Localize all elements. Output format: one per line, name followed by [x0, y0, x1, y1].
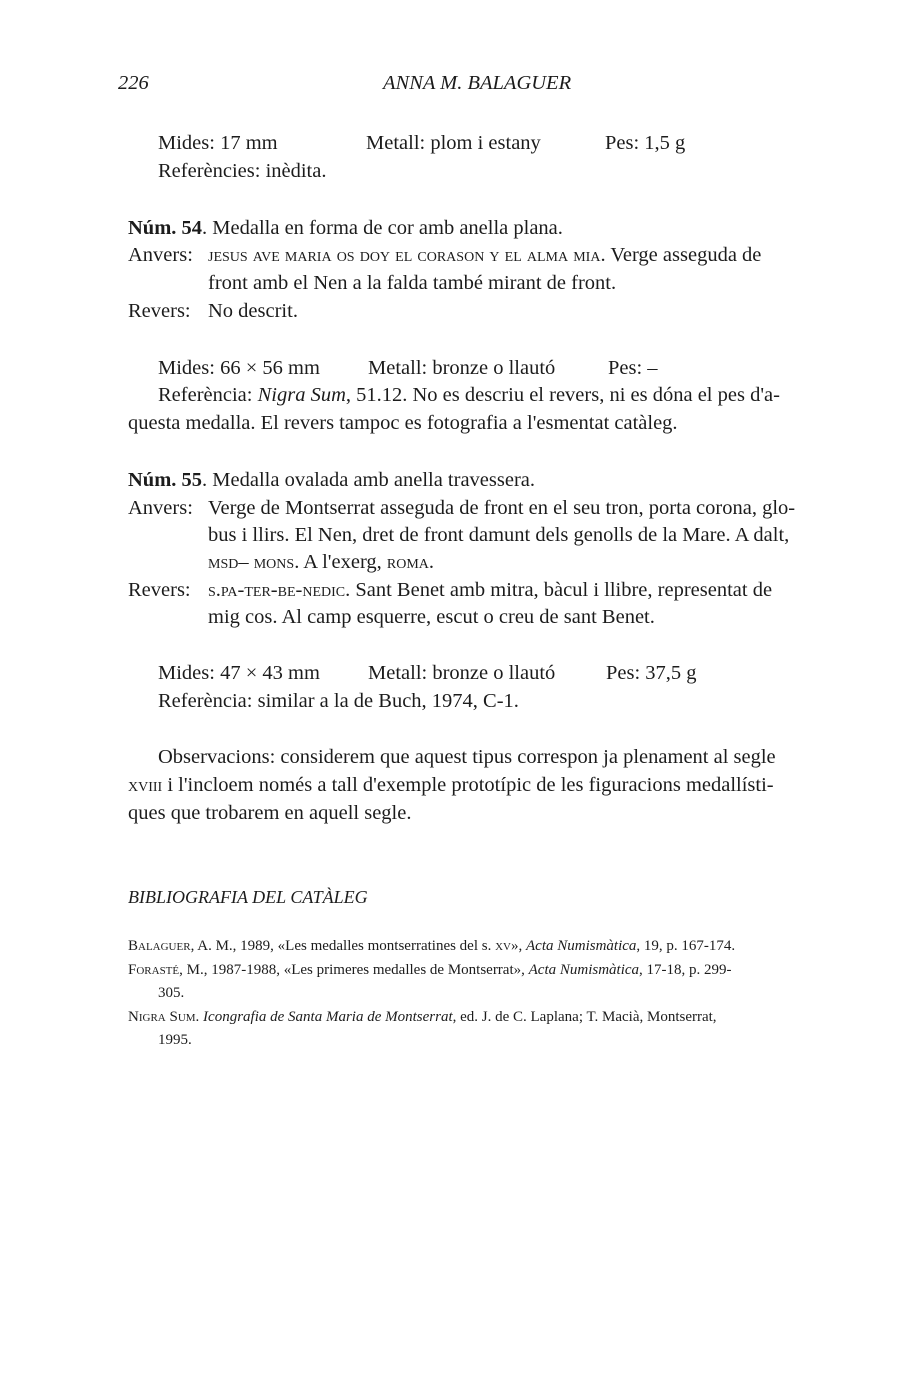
entry-54-number: Núm. 54 — [128, 217, 203, 239]
entry-55-title: Núm. 55. Medalla ovalada amb anella travessera. — [128, 469, 536, 491]
entry-55-specs — [158, 660, 898, 686]
bib-title: Icongrafia de Santa Maria de Montserrat — [203, 1009, 453, 1025]
entry-54-inscription: jesus ave maria os doy el corason y el alma mia — [208, 244, 601, 266]
observacions-line-3: ques que trobarem en aquell segle. — [128, 802, 412, 824]
entry-55-inscription-exergue: roma — [386, 551, 429, 573]
entry-55-anvers-label: Anvers: — [128, 497, 193, 519]
entry-55-number: Núm. 55 — [128, 469, 203, 491]
century-numeral: xviii — [128, 774, 163, 796]
entry-54-anvers-line-1: jesus ave maria os doy el corason y el alma mia. Verge asseguda de — [208, 244, 762, 266]
entry-55-referencia: Referència: similar a la de Buch, 1974, C-1. — [158, 690, 519, 712]
top-metall: Metall: plom i estany — [366, 132, 541, 154]
entry-55-metall: Metall: bronze o llautó — [368, 662, 556, 684]
bib-journal: Acta Numismàtica — [526, 938, 637, 954]
bib-entry-nigra-sum-cont: 1995. — [158, 1032, 192, 1048]
bib-entry-nigra-sum: Nigra Sum. Icongrafia de Santa Maria de Montserrat, ed. J. de C. Laplana; T. Macià, Montserrat, — [128, 1009, 717, 1025]
entry-54-revers-text: No descrit. — [208, 300, 298, 322]
entry-54-revers-label: Revers: — [128, 300, 191, 322]
bib-entry-foraste: Forasté, M., 1987-1988, «Les primeres medalles de Montserrat», Acta Numismàtica, 17-18, p. 299- — [128, 962, 732, 978]
entry-54-title: Núm. 54. Medalla en forma de cor amb anella plana. — [128, 217, 563, 239]
bib-journal: Acta Numismàtica — [528, 962, 640, 978]
running-title: ANNA M. BALAGUER — [383, 72, 572, 94]
page-number: 226 — [118, 72, 149, 94]
entry-55-revers-inscription: s.pa-ter-be-nedic — [208, 579, 346, 601]
entry-54-mides: Mides: 66 × 56 mm — [158, 357, 320, 379]
entry-54-specs — [158, 355, 898, 381]
entry-54-metall: Metall: bronze o llautó — [368, 357, 556, 379]
top-pes: Pes: 1,5 g — [605, 132, 686, 154]
top-mides: Mides: 17 mm — [158, 132, 278, 154]
entry-54-referencia: Referència: Nigra Sum, 51.12. No es descriu el revers, ni es dóna el pes d'a- — [158, 384, 780, 406]
entry-54-anvers-line-2: front amb el Nen a la falda també mirant de front. — [208, 272, 617, 294]
entry-55-anvers-line-2: bus i llirs. El Nen, dret de front damunt dels genolls de la Mare. A dalt, — [208, 524, 790, 546]
bib-author: Nigra Sum — [128, 1009, 196, 1025]
top-referencies: Referències: inèdita. — [158, 160, 327, 182]
entry-54-pes: Pes: – — [608, 357, 658, 379]
entry-55-revers-line-1: s.pa-ter-be-nedic. Sant Benet amb mitra, bàcul i llibre, representat de — [208, 579, 773, 601]
entry-54-referencia-line-2: questa medalla. El revers tampoc es fotografia a l'esmentat catàleg. — [128, 412, 678, 434]
observacions-line-1: Observacions: considerem que aquest tipus correspon ja plenament al segle — [158, 746, 776, 768]
entry-55-revers-line-2: mig cos. Al camp esquerre, escut o creu de sant Benet. — [208, 606, 655, 628]
bibliography-heading: BIBLIOGRAFIA DEL CATÀLEG — [128, 887, 368, 907]
entry-54-ref-source: Nigra Sum — [257, 384, 346, 406]
entry-55-mides: Mides: 47 × 43 mm — [158, 662, 320, 684]
bib-author: Balaguer — [128, 938, 191, 954]
entry-55-anvers-line-3: msd– mons. A l'exerg, roma. — [208, 551, 435, 573]
entry-55-revers-label: Revers: — [128, 579, 191, 601]
entry-55-pes: Pes: 37,5 g — [606, 662, 697, 684]
top-entry-specs — [158, 130, 898, 156]
observacions-line-2: xviii i l'incloem només a tall d'exemple prototípic de les figuracions medallísti- — [128, 774, 774, 796]
bib-author: Forasté — [128, 962, 180, 978]
entry-55-anvers-line-1: Verge de Montserrat asseguda de front en el seu tron, porta corona, glo- — [208, 497, 796, 519]
entry-55-inscription-top: msd– mons — [208, 551, 295, 573]
bib-entry-foraste-cont: 305. — [158, 985, 185, 1001]
bib-entry-balaguer: Balaguer, A. M., 1989, «Les medalles montserratines del s. xv», Acta Numismàtica, 19, p. 167-174. — [128, 938, 736, 954]
entry-54-anvers-label: Anvers: — [128, 244, 193, 266]
